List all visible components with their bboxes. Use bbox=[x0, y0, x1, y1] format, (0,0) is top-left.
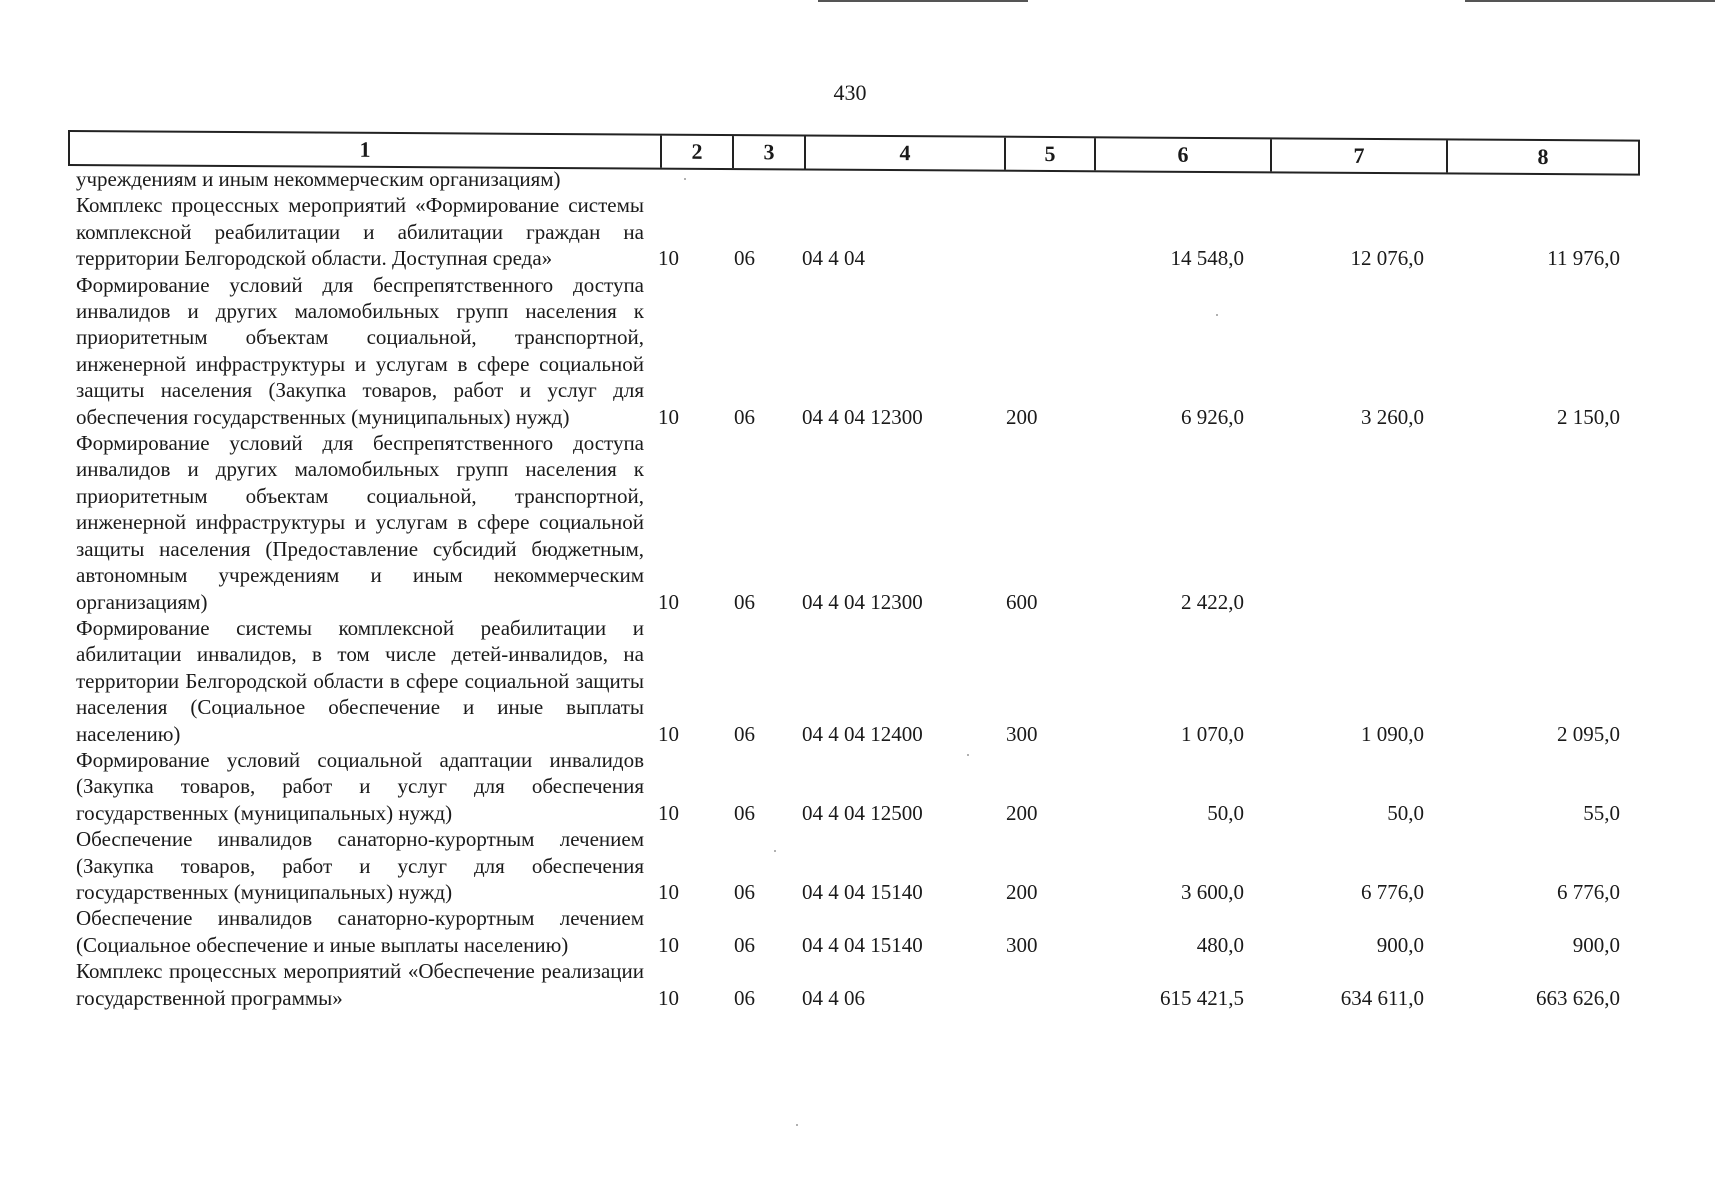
scan-speck bbox=[774, 850, 776, 852]
row-description: Формирование условий социальной адаптации инвалидов (Закупка товаров, работ и услуг для обеспечения государственных (муниципальных) нужд) bbox=[76, 747, 644, 825]
column-header-3: 3 bbox=[734, 136, 806, 168]
cell-target-article: 04 4 04 15140 bbox=[802, 932, 923, 957]
column-header-6: 6 bbox=[1096, 138, 1272, 171]
table-body bbox=[76, 166, 1636, 1011]
cell-amount-year2: 12 076,0 bbox=[1350, 246, 1424, 271]
cell-amount-year2: 634 611,0 bbox=[1340, 985, 1424, 1010]
cell-amount-year1: 50,0 bbox=[1207, 800, 1244, 825]
cell-section: 10 bbox=[658, 589, 679, 614]
table-row bbox=[76, 905, 1636, 958]
cell-subsection: 06 bbox=[734, 932, 755, 957]
cell-section: 10 bbox=[658, 932, 679, 957]
table-row bbox=[76, 192, 1636, 271]
table-row bbox=[76, 166, 1636, 192]
column-header-4: 4 bbox=[806, 137, 1006, 170]
row-description: Комплекс процессных мероприятий «Обеспечение реализации государственной программы» bbox=[76, 959, 644, 1010]
cell-subsection: 06 bbox=[734, 246, 755, 271]
cell-section: 10 bbox=[658, 985, 679, 1010]
cell-expense-type: 300 bbox=[1006, 932, 1038, 957]
cell-amount-year3: 55,0 bbox=[1583, 800, 1620, 825]
row-description: Формирование системы комплексной реабилитации и абилитации инвалидов, в том числе детей-инвалидов, на территории Белгородской области в сфере социальной защиты населения (Социальное обеспечение и иные выплаты населению) bbox=[76, 615, 644, 746]
cell-amount-year2: 50,0 bbox=[1387, 800, 1424, 825]
cell-amount-year3: 900,0 bbox=[1572, 932, 1620, 957]
row-description: Формирование условий для беспрепятственного доступа инвалидов и других маломобильных групп населения к приоритетным объектам социальной, транспортной, инженерной инфраструктуры и услугам в сфере социальной защиты населения (Закупка товаров, работ и услуг для обеспечения государственных (муниципальных) нужд) bbox=[76, 272, 644, 429]
cell-amount-year1: 1 070,0 bbox=[1181, 721, 1244, 746]
scan-artifact-line bbox=[1465, 0, 1715, 2]
cell-amount-year3: 663 626,0 bbox=[1536, 985, 1620, 1010]
scan-speck bbox=[684, 178, 686, 180]
scan-speck bbox=[967, 754, 969, 756]
cell-target-article: 04 4 04 12500 bbox=[802, 800, 923, 825]
table-row bbox=[76, 826, 1636, 905]
cell-target-article: 04 4 06 bbox=[802, 985, 865, 1010]
cell-expense-type: 200 bbox=[1006, 800, 1038, 825]
cell-amount-year3: 2 150,0 bbox=[1557, 404, 1620, 429]
scan-speck bbox=[796, 1124, 798, 1126]
cell-amount-year1: 6 926,0 bbox=[1181, 404, 1244, 429]
cell-amount-year2: 1 090,0 bbox=[1361, 721, 1424, 746]
row-description: Комплекс процессных мероприятий «Формирование системы комплексной реабилитации и абилитации граждан на территории Белгородской области. Доступная среда» bbox=[76, 193, 644, 271]
cell-amount-year2: 6 776,0 bbox=[1361, 879, 1424, 904]
cell-amount-year3: 2 095,0 bbox=[1557, 721, 1620, 746]
cell-expense-type: 300 bbox=[1006, 721, 1038, 746]
cell-expense-type: 200 bbox=[1006, 404, 1038, 429]
row-description: Обеспечение инвалидов санаторно-курортным лечением (Социальное обеспечение и иные выплаты населению) bbox=[76, 906, 644, 957]
cell-target-article: 04 4 04 bbox=[802, 246, 865, 271]
scan-artifact-line bbox=[818, 0, 1028, 2]
cell-amount-year1: 3 600,0 bbox=[1181, 879, 1244, 904]
cell-subsection: 06 bbox=[734, 589, 755, 614]
cell-subsection: 06 bbox=[734, 800, 755, 825]
page-number: 430 bbox=[833, 80, 867, 105]
cell-target-article: 04 4 04 12300 bbox=[802, 589, 923, 614]
cell-target-article: 04 4 04 12300 bbox=[802, 404, 923, 429]
cell-expense-type: 200 bbox=[1006, 879, 1038, 904]
column-header-5: 5 bbox=[1006, 138, 1096, 171]
column-header-2: 2 bbox=[662, 136, 734, 168]
cell-amount-year1: 14 548,0 bbox=[1170, 246, 1244, 271]
cell-section: 10 bbox=[658, 721, 679, 746]
scan-speck bbox=[1216, 314, 1218, 316]
row-description: Формирование условий для беспрепятственного доступа инвалидов и других маломобильных групп населения к приоритетным объектам социальной, транспортной, инженерной инфраструктуры и услугам в сфере социальной защиты населения (Предоставление субсидий бюджетным, автономным учреждениям и иным некоммерческим организациям) bbox=[76, 431, 644, 614]
cell-amount-year1: 2 422,0 bbox=[1181, 589, 1244, 614]
cell-amount-year1: 615 421,5 bbox=[1160, 985, 1244, 1010]
cell-amount-year3: 11 976,0 bbox=[1547, 246, 1620, 271]
cell-amount-year2: 900,0 bbox=[1376, 932, 1424, 957]
cell-amount-year1: 480,0 bbox=[1196, 932, 1244, 957]
table-row bbox=[76, 958, 1636, 1011]
cell-subsection: 06 bbox=[734, 404, 755, 429]
cell-amount-year3: 6 776,0 bbox=[1557, 879, 1620, 904]
cell-section: 10 bbox=[658, 800, 679, 825]
table-row bbox=[76, 747, 1636, 826]
cell-section: 10 bbox=[658, 404, 679, 429]
column-header-8: 8 bbox=[1537, 143, 1549, 170]
row-description: Обеспечение инвалидов санаторно-курортным лечением (Закупка товаров, работ и услуг для обеспечения государственных (муниципальных) нужд) bbox=[76, 827, 644, 904]
cell-target-article: 04 4 04 12400 bbox=[802, 721, 923, 746]
cell-section: 10 bbox=[658, 879, 679, 904]
cell-amount-year2: 3 260,0 bbox=[1361, 404, 1424, 429]
row-description: учреждениям и иным некоммерческим организациям) bbox=[76, 167, 561, 191]
table-row bbox=[76, 430, 1636, 615]
cell-subsection: 06 bbox=[734, 879, 755, 904]
table-row bbox=[76, 615, 1636, 747]
cell-subsection: 06 bbox=[734, 985, 755, 1010]
column-header-1: 1 bbox=[70, 132, 662, 168]
column-header-7: 7 bbox=[1272, 139, 1448, 172]
cell-section: 10 bbox=[658, 246, 679, 271]
cell-target-article: 04 4 04 15140 bbox=[802, 879, 923, 904]
table-row bbox=[76, 272, 1636, 430]
cell-expense-type: 600 bbox=[1006, 589, 1038, 614]
cell-subsection: 06 bbox=[734, 721, 755, 746]
